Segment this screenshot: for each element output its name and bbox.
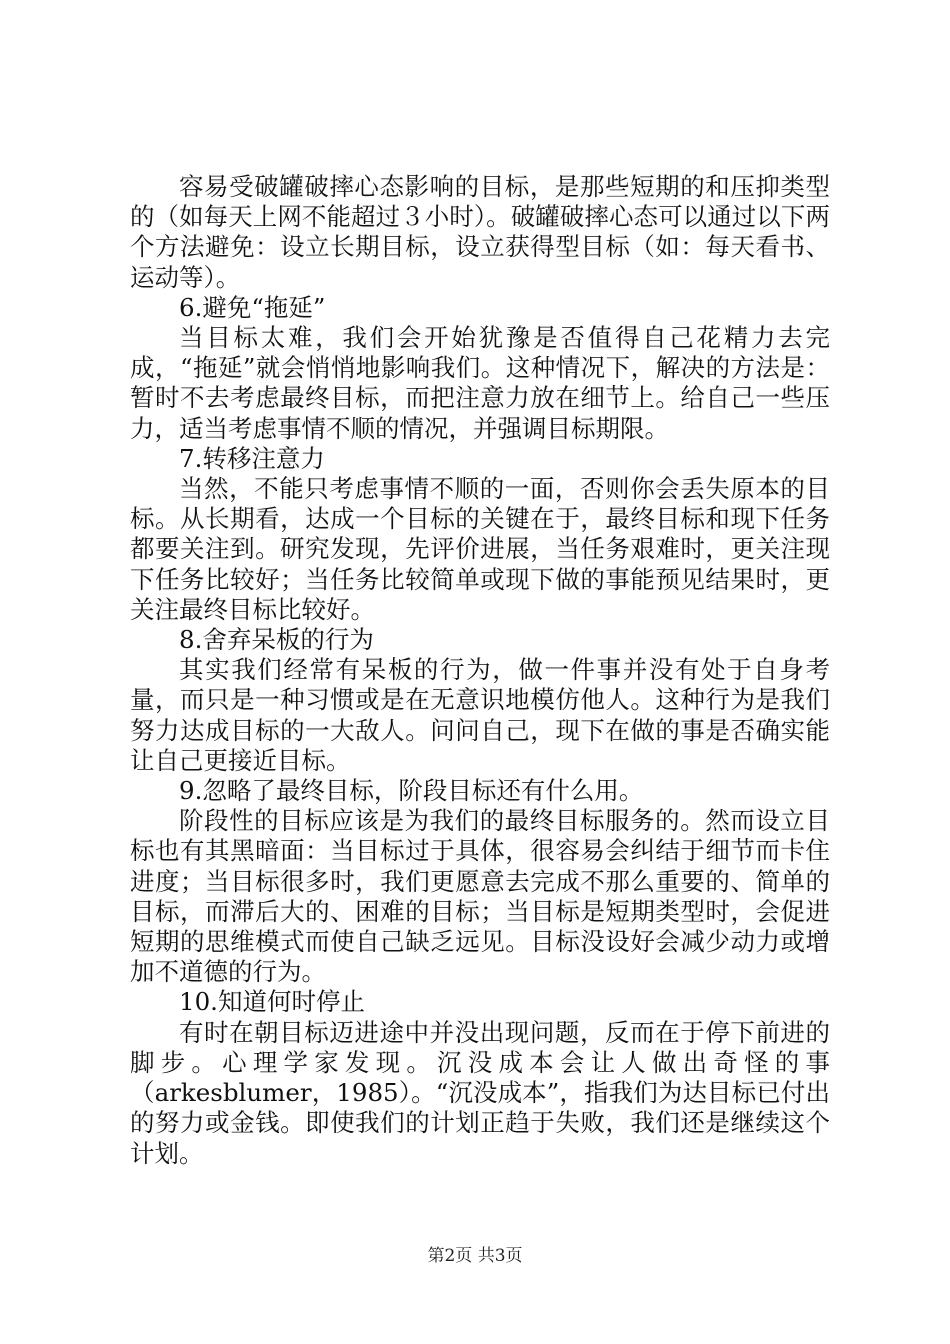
paragraph: 当然，不能只考虑事情不顺的一面，否则你会丢失原本的目标。从长期看，达成一个目标的关键在于，最终目标和现下任务都要关注到。研究发现，先评价进展，当任务艰难时，更关注现下任务比较好；当任务比较简单或现下做的事能预见结果时，更关注最终目标比较好。 — [130, 474, 830, 624]
section-heading: 8.舍弃呆板的行为 — [179, 625, 374, 655]
paragraph: 有时在朝目标迈进途中并没出现问题，反而在于停下前进的脚步。心理学家发现。沉没成本会让人做出奇怪的事（arkesblumer，1985）。“沉没成本”，指我们为达目标已付出的努力或金钱。即使我们的计划正趋于失败，我们还是继续这个计划。 — [130, 1017, 830, 1168]
paragraph: 当目标太难，我们会开始犹豫是否值得自己花精力去完成，“拖延”就会悄悄地影响我们。这种情况下，解决的方法是：暂时不去考虑最终目标，而把注意力放在细节上。给自己一些压力，适当考虑事情不顺的情况，并强调目标期限。 — [130, 323, 830, 443]
paragraph: 其实我们经常有呆板的行为，做一件事并没有处于自身考量，而只是一种习惯或是在无意识地模仿他人。这种行为是我们努力达成目标的一大敌人。问问自己，现下在做的事是否确实能让自己更接近目标。 — [130, 655, 830, 775]
paragraph: 阶段性的目标应该是为我们的最终目标服务的。然而设立目标也有其黑暗面：当目标过于具体，很容易会纠结于细节而卡住进度；当目标很多时，我们更愿意去完成不那么重要的、简单的目标，而滞后大的、困难的目标；当目标是短期类型时，会促进短期的思维模式而使自己缺乏远见。目标没设好会减少动力或增加不道德的行为。 — [130, 806, 830, 987]
document-body — [130, 172, 830, 1169]
section-heading: 9.忽略了最终目标，阶段目标还有什么用。 — [179, 776, 644, 806]
section-heading: 10.知道何时停止 — [179, 987, 365, 1017]
paragraph: 容易受破罐破摔心态影响的目标，是那些短期的和压抑类型的（如每天上网不能超过３小时）。破罐破摔心态可以通过以下两个方法避免：设立长期目标，设立获得型目标（如：每天看书、运动等）。 — [130, 172, 830, 292]
section-heading: 7.转移注意力 — [179, 443, 325, 473]
page-number: 第2页 共3页 — [427, 1246, 523, 1266]
page-footer — [0, 1245, 950, 1267]
section-heading: 6.避免“拖延” — [179, 292, 326, 322]
